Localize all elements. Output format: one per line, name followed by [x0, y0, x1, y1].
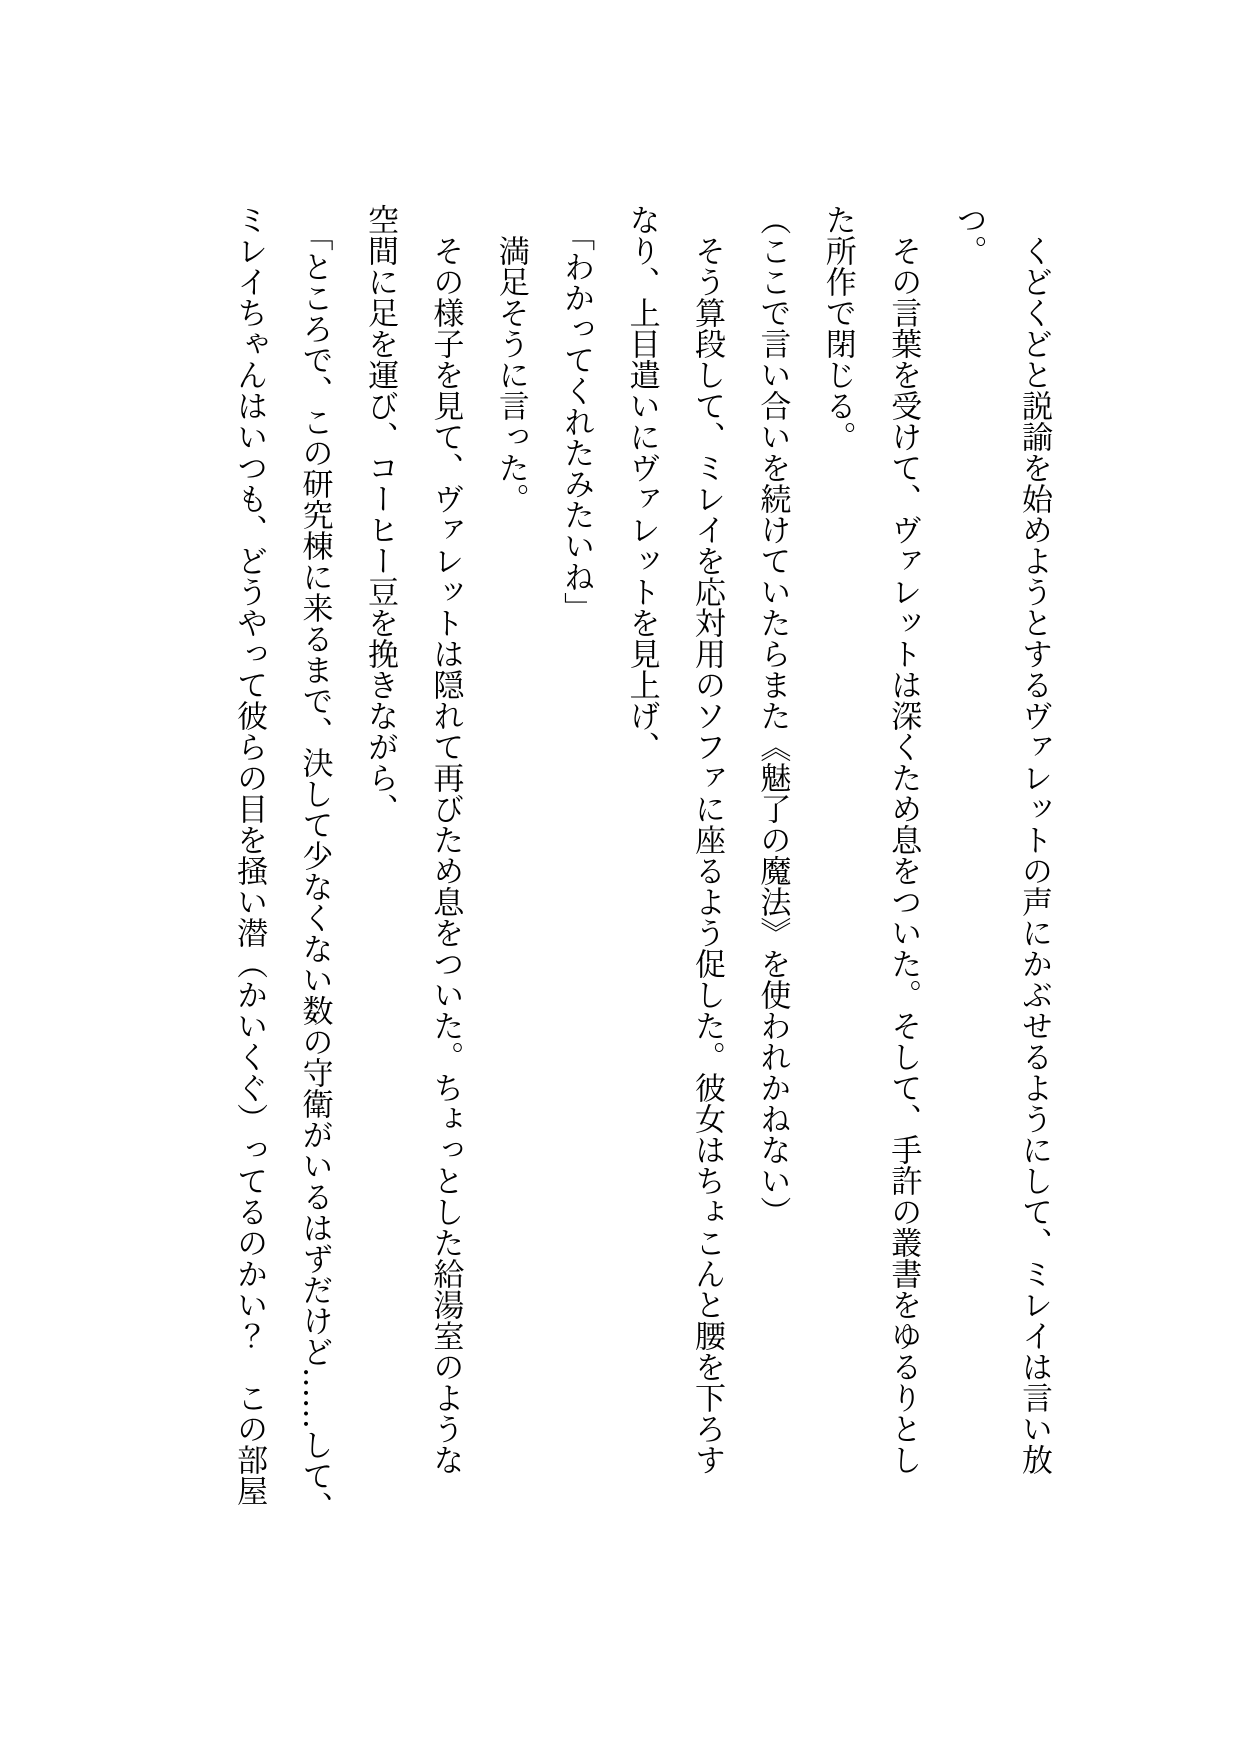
text-line: 「ところで、この研究棟に来るまで、決して少なくない数の守衛がいるはずだけど……して、 — [296, 219, 333, 1522]
text-line: た所作で閉じる。 — [819, 204, 856, 452]
text-line: なり、上目遣いにヴァレットを見上げ、 — [623, 204, 660, 762]
text-line: その様子を見て、ヴァレットは隠れて再びため息をついた。ちょっとした給湯室のような — [427, 235, 464, 1475]
text-line: くどくどと説諭を始めようとするヴァレットの声にかぶせるようにして、ミレイは言い放 — [1016, 235, 1052, 1475]
text-line: 満足そうに言った。 — [492, 235, 529, 514]
text-line: 「わかってくれたみたいね」 — [558, 219, 595, 623]
text-line: そう算段して、ミレイを応対用のソファに座るよう促した。彼女はちょこんと腰を下ろす — [688, 235, 725, 1475]
vertical-text-block — [216, 204, 1066, 1574]
text-line: ミレイちゃんはいつも、どうやって彼らの目を掻い潜（かいくぐ）ってるのかい？ この部屋 — [231, 204, 268, 1506]
text-line: つ。 — [950, 204, 987, 266]
text-line: 空間に足を運び、コーヒー豆を挽きながら、 — [361, 204, 398, 824]
text-line: その言葉を受けて、ヴァレットは深くため息をついた。そして、手許の叢書をゆるりとし — [885, 235, 922, 1475]
text-line: （ここで言い合いを続けていたらまた《魅了の魔法》を使われかねない） — [754, 204, 791, 1227]
